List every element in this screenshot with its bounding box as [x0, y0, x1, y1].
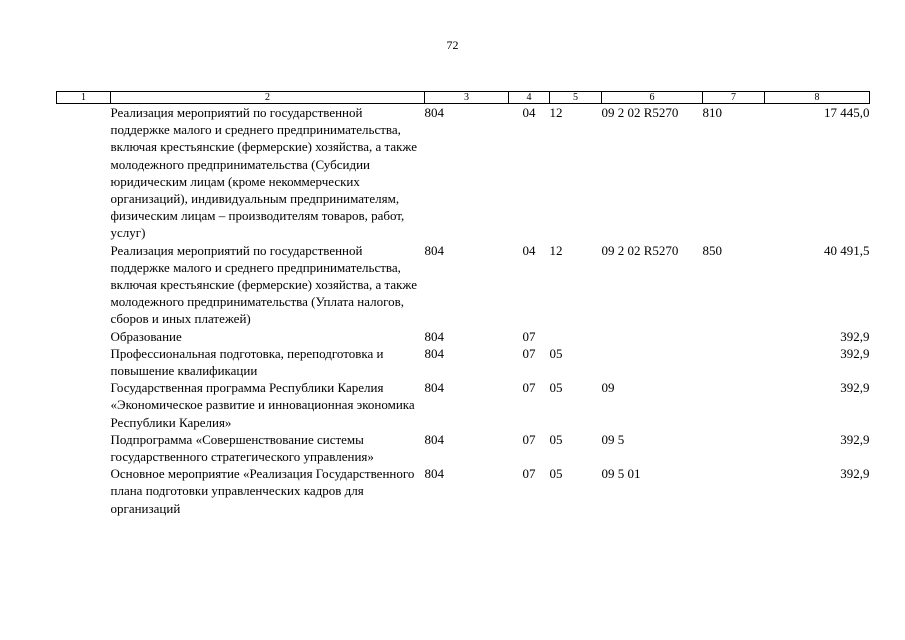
target-article-code [602, 328, 703, 345]
row-index-cell [57, 328, 111, 345]
column-header-1: 1 [57, 92, 111, 104]
subsection-code: 05 [549, 380, 563, 396]
ministry-code: 804 [424, 242, 444, 258]
section-code: 04 [522, 105, 536, 120]
budget-table [56, 91, 870, 517]
amount: 392,9 [840, 431, 870, 447]
ministry-code: 804 [424, 431, 444, 447]
table-row [57, 465, 870, 517]
row-description: Основное мероприятие «Реализация Государственного плана подготовки управленческих кадров для организаций [110, 466, 415, 516]
page-number: 72 [446, 38, 459, 52]
column-header-2: 2 [111, 92, 425, 104]
ministry-code: 804 [424, 466, 444, 482]
section-code: 07 [522, 431, 536, 447]
row-description: Реализация мероприятий по государственной поддержке малого и среднего предпринимательства, включая крестьянские (фермерские) хозяйства, а также молодежного предпринимательства (Субсидии юридическим лицам (кроме некоммерческих организаций), индивидуальным предпринимателям, физическим лицам – производителям товаров, работ, услуг) [110, 105, 417, 241]
expense-type-code: 810 [702, 105, 722, 120]
target-article-code: 09 2 02 R5270 [601, 242, 679, 258]
section-code: 04 [522, 242, 536, 258]
subsection-code: 05 [549, 431, 563, 447]
expense-type-code [703, 379, 765, 431]
column-header-4: 4 [509, 92, 550, 104]
column-header-7: 7 [703, 92, 765, 104]
subsection-code: 12 [549, 242, 563, 258]
subsection-code: 05 [549, 345, 563, 361]
row-description: Образование [110, 328, 182, 344]
expense-type-code [703, 328, 765, 345]
target-article-code [602, 345, 703, 379]
table-row [57, 345, 870, 379]
row-index-cell [57, 379, 111, 431]
expense-type-code [703, 465, 765, 517]
column-number-row [57, 92, 870, 104]
section-code: 07 [522, 466, 536, 482]
column-header-5: 5 [550, 92, 602, 104]
row-description: Профессиональная подготовка, переподготовка и повышение квалификации [110, 345, 384, 379]
ministry-code: 804 [424, 105, 444, 120]
amount: 17 445,0 [824, 105, 870, 120]
amount: 40 491,5 [824, 242, 870, 258]
subsection-code: 05 [549, 466, 563, 482]
expense-type-code: 850 [702, 242, 722, 258]
amount: 392,9 [840, 345, 870, 361]
row-index-cell [57, 431, 111, 465]
row-description: Государственная программа Республики Карелия «Экономическое развитие и инновационная экономика Республики Карелия» [110, 380, 415, 430]
section-code: 07 [522, 345, 536, 361]
target-article-code: 09 5 01 [601, 466, 641, 482]
column-header-6: 6 [602, 92, 703, 104]
row-index-cell [57, 242, 111, 328]
expense-type-code [703, 431, 765, 465]
row-index-cell [57, 465, 111, 517]
subsection-code: 12 [549, 105, 563, 120]
section-code: 07 [522, 328, 536, 344]
ministry-code: 804 [424, 345, 444, 361]
expense-type-code [703, 345, 765, 379]
row-index-cell [57, 104, 111, 242]
row-description: Подпрограмма «Совершенствование системы государственного стратегического управления» [110, 431, 374, 465]
amount: 392,9 [840, 466, 870, 482]
section-code: 07 [522, 380, 536, 396]
amount: 392,9 [840, 380, 870, 396]
target-article-code: 09 2 02 R5270 [601, 105, 679, 120]
table-row [57, 104, 870, 242]
amount: 392,9 [840, 328, 870, 344]
table-row [57, 328, 870, 345]
ministry-code: 804 [424, 328, 444, 344]
table-row [57, 431, 870, 465]
subsection-code [550, 328, 602, 345]
column-header-8: 8 [765, 92, 870, 104]
table-row [57, 242, 870, 328]
ministry-code: 804 [424, 380, 444, 396]
column-header-3: 3 [425, 92, 509, 104]
row-index-cell [57, 345, 111, 379]
row-description: Реализация мероприятий по государственной поддержке малого и среднего предпринимательства, включая крестьянские (фермерские) хозяйства, а также молодежного предпринимательства (Уплата налогов, сборов и иных платежей) [110, 242, 417, 327]
target-article-code: 09 [601, 380, 615, 396]
table-row [57, 379, 870, 431]
target-article-code: 09 5 [601, 431, 625, 447]
